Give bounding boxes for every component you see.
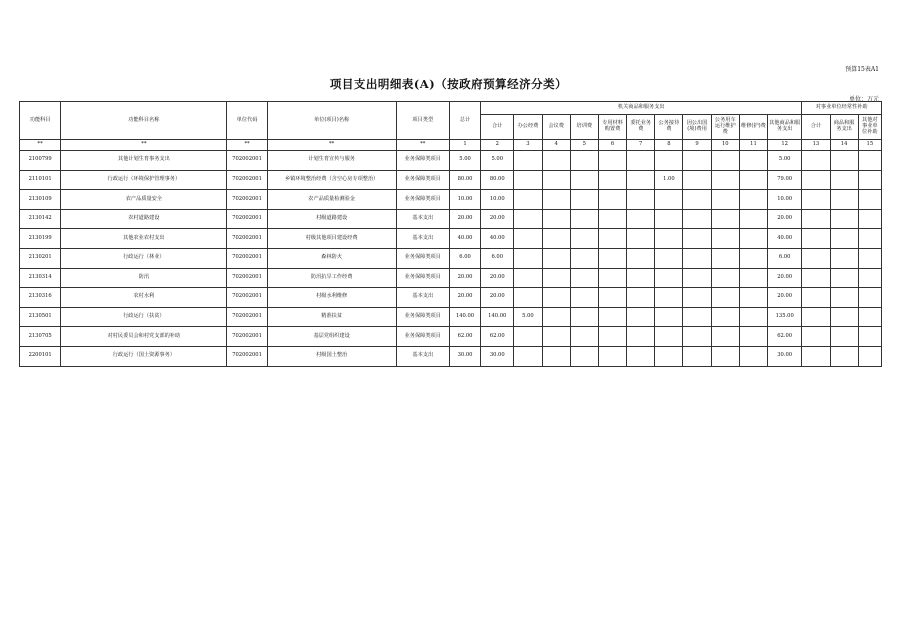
unit-code-cell: 702002001	[227, 151, 267, 171]
page-title: 项目支出明细表(A)（按政府预算经济分类）	[329, 77, 568, 91]
subsidy-goods-cell	[830, 346, 858, 366]
commission-cell	[627, 307, 655, 327]
project-name-cell: 精准扶贫	[267, 307, 396, 327]
func-name-cell: 行政运行（环境保护管理事务）	[61, 170, 227, 190]
abroad-cell	[683, 229, 711, 249]
unit-code-cell: 702002001	[227, 307, 267, 327]
abroad-cell	[683, 288, 711, 308]
col-unit-name: 单位(项目)名称	[267, 102, 396, 140]
office-cell	[514, 327, 542, 347]
repair-cell	[739, 288, 767, 308]
project-type-cell: 基本支出	[396, 209, 449, 229]
training-cell	[570, 170, 598, 190]
index-cell: 13	[802, 140, 830, 151]
col-a-reception: 公务接待费	[655, 115, 683, 140]
index-cell: **	[267, 140, 396, 151]
func-code-cell: 2110101	[20, 170, 61, 190]
total-cell: 40.00	[449, 229, 480, 249]
subsidy-goods-cell	[830, 268, 858, 288]
col-b-goods: 商品和服务支出	[830, 115, 858, 140]
goods-sum-cell: 6.00	[481, 248, 514, 268]
abroad-cell	[683, 151, 711, 171]
project-type-cell: 基本支出	[396, 346, 449, 366]
project-type-cell: 业务保障类项目	[396, 170, 449, 190]
meeting-cell	[542, 190, 570, 210]
repair-cell	[739, 307, 767, 327]
table-row	[20, 209, 882, 229]
total-cell: 20.00	[449, 268, 480, 288]
subsidy-goods-cell	[830, 288, 858, 308]
meeting-cell	[542, 151, 570, 171]
goods-sum-cell: 20.00	[481, 268, 514, 288]
project-name-cell: 村级其他项目建设经费	[267, 229, 396, 249]
other-goods-cell: 30.00	[768, 346, 802, 366]
materials-cell	[598, 268, 626, 288]
table-row	[20, 307, 882, 327]
repair-cell	[739, 248, 767, 268]
index-cell: 2	[481, 140, 514, 151]
repair-cell	[739, 170, 767, 190]
vehicle-cell	[711, 288, 739, 308]
project-type-cell: 业务保障类项目	[396, 307, 449, 327]
col-a-abroad: 因公出国(境)费用	[683, 115, 711, 140]
training-cell	[570, 288, 598, 308]
func-code-cell: 2130109	[20, 190, 61, 210]
reception-cell	[655, 346, 683, 366]
total-cell: 140.00	[449, 307, 480, 327]
goods-sum-cell: 20.00	[481, 288, 514, 308]
abroad-cell	[683, 170, 711, 190]
subsidy-sum-cell	[802, 248, 830, 268]
vehicle-cell	[711, 307, 739, 327]
meeting-cell	[542, 170, 570, 190]
index-cell: 4	[542, 140, 570, 151]
materials-cell	[598, 346, 626, 366]
commission-cell	[627, 248, 655, 268]
unit-code-cell: 702002001	[227, 229, 267, 249]
subsidy-other-cell	[858, 268, 881, 288]
func-code-cell: 2130142	[20, 209, 61, 229]
index-cell: 12	[768, 140, 802, 151]
index-cell: 10	[711, 140, 739, 151]
office-cell	[514, 248, 542, 268]
table-body	[20, 151, 882, 367]
reception-cell	[655, 327, 683, 347]
other-goods-cell: 79.00	[768, 170, 802, 190]
subsidy-goods-cell	[830, 170, 858, 190]
repair-cell	[739, 190, 767, 210]
subsidy-goods-cell	[830, 209, 858, 229]
col-a-training: 培训费	[570, 115, 598, 140]
col-a-sum: 合计	[481, 115, 514, 140]
unit-code-cell: 702002001	[227, 248, 267, 268]
budget-table	[19, 101, 882, 367]
index-cell: **	[227, 140, 267, 151]
reception-cell	[655, 190, 683, 210]
abroad-cell	[683, 346, 711, 366]
office-cell	[514, 170, 542, 190]
reception-cell	[655, 288, 683, 308]
project-name-cell: 村级水利维修	[267, 288, 396, 308]
func-code-cell: 2100799	[20, 151, 61, 171]
reception-cell	[655, 229, 683, 249]
abroad-cell	[683, 307, 711, 327]
table-row	[20, 151, 882, 171]
commission-cell	[627, 327, 655, 347]
abroad-cell	[683, 190, 711, 210]
project-name-cell: 基层党组织建设	[267, 327, 396, 347]
col-a-repair: 维修(护)费	[739, 115, 767, 140]
total-cell: 5.00	[449, 151, 480, 171]
index-cell: **	[20, 140, 61, 151]
subsidy-other-cell	[858, 288, 881, 308]
repair-cell	[739, 151, 767, 171]
total-cell: 62.00	[449, 327, 480, 347]
vehicle-cell	[711, 229, 739, 249]
func-name-cell: 防汛	[61, 268, 227, 288]
func-name-cell: 对村民委员会和村党支部的补助	[61, 327, 227, 347]
func-code-cell: 2130201	[20, 248, 61, 268]
func-code-cell: 2130316	[20, 288, 61, 308]
unit-code-cell: 702002001	[227, 190, 267, 210]
reception-cell	[655, 307, 683, 327]
subsidy-other-cell	[858, 209, 881, 229]
header-row-groups	[20, 102, 882, 115]
col-proj-type: 项目类型	[396, 102, 449, 140]
table-row	[20, 346, 882, 366]
unit-code-cell: 702002001	[227, 327, 267, 347]
project-name-cell: 乡镇环境整治经费（含空心房专项整治）	[267, 170, 396, 190]
goods-sum-cell: 5.00	[481, 151, 514, 171]
commission-cell	[627, 268, 655, 288]
subsidy-goods-cell	[830, 307, 858, 327]
reception-cell	[655, 268, 683, 288]
meeting-cell	[542, 209, 570, 229]
index-cell: 1	[449, 140, 480, 151]
subsidy-sum-cell	[802, 307, 830, 327]
office-cell: 5.00	[514, 307, 542, 327]
index-cell: 5	[570, 140, 598, 151]
index-cell: 9	[683, 140, 711, 151]
subsidy-other-cell	[858, 346, 881, 366]
materials-cell	[598, 170, 626, 190]
col-a-commission: 委托业务费	[627, 115, 655, 140]
meeting-cell	[542, 248, 570, 268]
subsidy-goods-cell	[830, 327, 858, 347]
col-a-materials: 专用材料购置费	[598, 115, 626, 140]
abroad-cell	[683, 248, 711, 268]
project-name-cell: 计划生育宣传与服务	[267, 151, 396, 171]
project-type-cell: 业务保障类项目	[396, 248, 449, 268]
materials-cell	[598, 307, 626, 327]
training-cell	[570, 229, 598, 249]
table-row	[20, 288, 882, 308]
training-cell	[570, 327, 598, 347]
office-cell	[514, 209, 542, 229]
reception-cell: 1.00	[655, 170, 683, 190]
project-name-cell: 森林防火	[267, 248, 396, 268]
table-number-note: 预算15表A1	[845, 66, 879, 73]
subsidy-other-cell	[858, 327, 881, 347]
table-row	[20, 327, 882, 347]
subsidy-other-cell	[858, 248, 881, 268]
training-cell	[570, 346, 598, 366]
index-cell: **	[61, 140, 227, 151]
commission-cell	[627, 170, 655, 190]
other-goods-cell: 5.00	[768, 151, 802, 171]
other-goods-cell: 20.00	[768, 209, 802, 229]
table-row	[20, 170, 882, 190]
project-name-cell: 村级国土整治	[267, 346, 396, 366]
func-name-cell: 行政运行（扶贫）	[61, 307, 227, 327]
meeting-cell	[542, 307, 570, 327]
total-cell: 20.00	[449, 209, 480, 229]
materials-cell	[598, 229, 626, 249]
col-a-meeting: 会议费	[542, 115, 570, 140]
col-a-other: 其他商品和服务支出	[768, 115, 802, 140]
office-cell	[514, 268, 542, 288]
goods-sum-cell: 140.00	[481, 307, 514, 327]
project-type-cell: 基本支出	[396, 288, 449, 308]
col-b-other: 其他对事业单位补助	[858, 115, 881, 140]
func-code-cell: 2130314	[20, 268, 61, 288]
commission-cell	[627, 209, 655, 229]
col-unit-code: 单位代码	[227, 102, 267, 140]
goods-sum-cell: 80.00	[481, 170, 514, 190]
repair-cell	[739, 346, 767, 366]
vehicle-cell	[711, 248, 739, 268]
reception-cell	[655, 151, 683, 171]
project-name-cell: 农产品质量检测验金	[267, 190, 396, 210]
vehicle-cell	[711, 346, 739, 366]
col-total: 总计	[449, 102, 480, 140]
repair-cell	[739, 268, 767, 288]
index-cell: 6	[598, 140, 626, 151]
subsidy-sum-cell	[802, 327, 830, 347]
col-a-office: 办公经费	[514, 115, 542, 140]
materials-cell	[598, 248, 626, 268]
commission-cell	[627, 346, 655, 366]
vehicle-cell	[711, 190, 739, 210]
training-cell	[570, 190, 598, 210]
unit-code-cell: 702002001	[227, 170, 267, 190]
project-type-cell: 业务保障类项目	[396, 327, 449, 347]
other-goods-cell: 135.00	[768, 307, 802, 327]
project-name-cell: 防汛抗旱工作经费	[267, 268, 396, 288]
other-goods-cell: 6.00	[768, 248, 802, 268]
office-cell	[514, 229, 542, 249]
func-code-cell: 2200101	[20, 346, 61, 366]
commission-cell	[627, 190, 655, 210]
subsidy-sum-cell	[802, 151, 830, 171]
materials-cell	[598, 288, 626, 308]
unit-code-cell: 702002001	[227, 346, 267, 366]
vehicle-cell	[711, 151, 739, 171]
repair-cell	[739, 229, 767, 249]
subsidy-sum-cell	[802, 268, 830, 288]
materials-cell	[598, 190, 626, 210]
unit-note: 单位：万元	[848, 96, 879, 103]
office-cell	[514, 190, 542, 210]
office-cell	[514, 151, 542, 171]
vehicle-cell	[711, 209, 739, 229]
project-type-cell: 业务保障类项目	[396, 151, 449, 171]
project-name-cell: 村级道路建设	[267, 209, 396, 229]
goods-sum-cell: 30.00	[481, 346, 514, 366]
commission-cell	[627, 288, 655, 308]
training-cell	[570, 307, 598, 327]
group-subsidy: 对事业单位经常性补助	[802, 102, 882, 115]
subsidy-sum-cell	[802, 288, 830, 308]
goods-sum-cell: 20.00	[481, 209, 514, 229]
other-goods-cell: 62.00	[768, 327, 802, 347]
func-name-cell: 行政运行（国土资源事务）	[61, 346, 227, 366]
index-cell: 14	[830, 140, 858, 151]
subsidy-other-cell	[858, 190, 881, 210]
table-row	[20, 248, 882, 268]
func-name-cell: 农村道路建设	[61, 209, 227, 229]
materials-cell	[598, 327, 626, 347]
abroad-cell	[683, 327, 711, 347]
materials-cell	[598, 209, 626, 229]
subsidy-other-cell	[858, 229, 881, 249]
subsidy-sum-cell	[802, 346, 830, 366]
repair-cell	[739, 327, 767, 347]
subsidy-sum-cell	[802, 209, 830, 229]
subsidy-other-cell	[858, 170, 881, 190]
col-a-vehicle: 公务用车运行维护费	[711, 115, 739, 140]
vehicle-cell	[711, 170, 739, 190]
total-cell: 10.00	[449, 190, 480, 210]
meeting-cell	[542, 327, 570, 347]
subsidy-sum-cell	[802, 190, 830, 210]
commission-cell	[627, 229, 655, 249]
goods-sum-cell: 10.00	[481, 190, 514, 210]
commission-cell	[627, 151, 655, 171]
meeting-cell	[542, 346, 570, 366]
reception-cell	[655, 209, 683, 229]
func-name-cell: 其他计划生育事务支出	[61, 151, 227, 171]
other-goods-cell: 20.00	[768, 268, 802, 288]
table-row	[20, 190, 882, 210]
total-cell: 20.00	[449, 288, 480, 308]
func-name-cell: 其他农业农村支出	[61, 229, 227, 249]
vehicle-cell	[711, 268, 739, 288]
subsidy-goods-cell	[830, 248, 858, 268]
func-code-cell: 2130705	[20, 327, 61, 347]
subsidy-goods-cell	[830, 151, 858, 171]
col-func-name: 功能科目名称	[61, 102, 227, 140]
meeting-cell	[542, 288, 570, 308]
project-type-cell: 基本支出	[396, 229, 449, 249]
func-code-cell: 2130199	[20, 229, 61, 249]
table-row	[20, 268, 882, 288]
unit-code-cell: 702002001	[227, 209, 267, 229]
training-cell	[570, 209, 598, 229]
subsidy-other-cell	[858, 151, 881, 171]
office-cell	[514, 288, 542, 308]
index-cell: 3	[514, 140, 542, 151]
meeting-cell	[542, 229, 570, 249]
meeting-cell	[542, 268, 570, 288]
abroad-cell	[683, 209, 711, 229]
abroad-cell	[683, 268, 711, 288]
project-type-cell: 业务保障类项目	[396, 268, 449, 288]
office-cell	[514, 346, 542, 366]
index-cell: 7	[627, 140, 655, 151]
subsidy-goods-cell	[830, 229, 858, 249]
index-cell: **	[396, 140, 449, 151]
goods-sum-cell: 40.00	[481, 229, 514, 249]
total-cell: 80.00	[449, 170, 480, 190]
col-func-code: 功能科目	[20, 102, 61, 140]
goods-sum-cell: 62.00	[481, 327, 514, 347]
func-code-cell: 2130501	[20, 307, 61, 327]
subsidy-goods-cell	[830, 190, 858, 210]
index-cell: 15	[858, 140, 881, 151]
training-cell	[570, 248, 598, 268]
subsidy-sum-cell	[802, 170, 830, 190]
table-row	[20, 229, 882, 249]
subsidy-sum-cell	[802, 229, 830, 249]
other-goods-cell: 40.00	[768, 229, 802, 249]
other-goods-cell: 10.00	[768, 190, 802, 210]
training-cell	[570, 151, 598, 171]
project-type-cell: 业务保障类项目	[396, 190, 449, 210]
col-b-sum: 合计	[802, 115, 830, 140]
index-cell: 11	[739, 140, 767, 151]
reception-cell	[655, 248, 683, 268]
repair-cell	[739, 209, 767, 229]
total-cell: 6.00	[449, 248, 480, 268]
func-name-cell: 农产品质量安全	[61, 190, 227, 210]
func-name-cell: 行政运行（林业）	[61, 248, 227, 268]
total-cell: 30.00	[449, 346, 480, 366]
subsidy-other-cell	[858, 307, 881, 327]
other-goods-cell: 20.00	[768, 288, 802, 308]
vehicle-cell	[711, 327, 739, 347]
func-name-cell: 农村水利	[61, 288, 227, 308]
materials-cell	[598, 151, 626, 171]
training-cell	[570, 268, 598, 288]
index-cell: 8	[655, 140, 683, 151]
unit-code-cell: 702002001	[227, 268, 267, 288]
unit-code-cell: 702002001	[227, 288, 267, 308]
group-goods-services: 机关商品和服务支出	[481, 102, 802, 115]
index-row	[20, 140, 882, 151]
